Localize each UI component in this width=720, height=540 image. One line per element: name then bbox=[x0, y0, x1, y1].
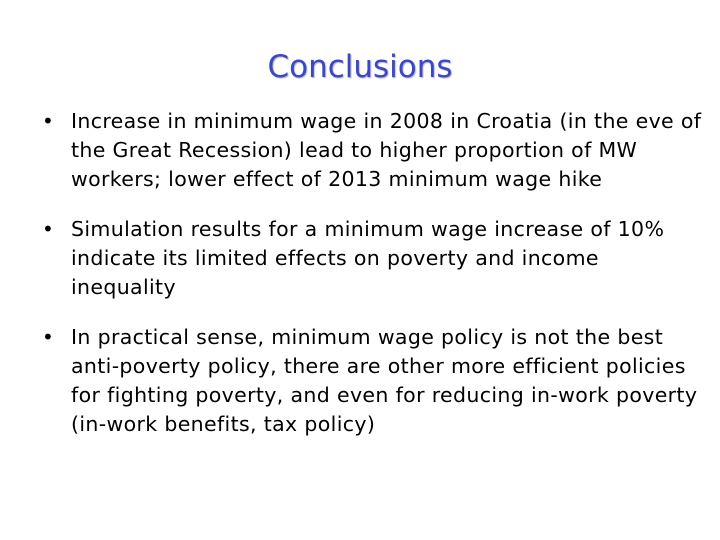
bullet-text: In practical sense, minimum wage policy is not the best anti-poverty policy, there are other more efficient policies for fighting poverty, and even for reducing in-work poverty (in-work benefits, tax policy) bbox=[71, 325, 698, 436]
bullet-dot-icon: • bbox=[42, 217, 55, 241]
bullet-item bbox=[42, 215, 702, 302]
bullet-text: Simulation results for a minimum wage increase of 10% indicate its limited effects on poverty and income inequality bbox=[71, 217, 665, 299]
bullet-dot-icon: • bbox=[42, 109, 55, 133]
bullet-list bbox=[42, 107, 702, 439]
bullet-item bbox=[42, 323, 702, 439]
slide-title: Conclusions bbox=[267, 49, 453, 85]
bullet-item bbox=[42, 107, 702, 194]
bullet-text: Increase in minimum wage in 2008 in Croatia (in the eve of the Great Recession) lead to higher proportion of MW workers; lower effect of 2013 minimum wage hike bbox=[71, 109, 702, 191]
bullet-dot-icon: • bbox=[42, 325, 55, 349]
